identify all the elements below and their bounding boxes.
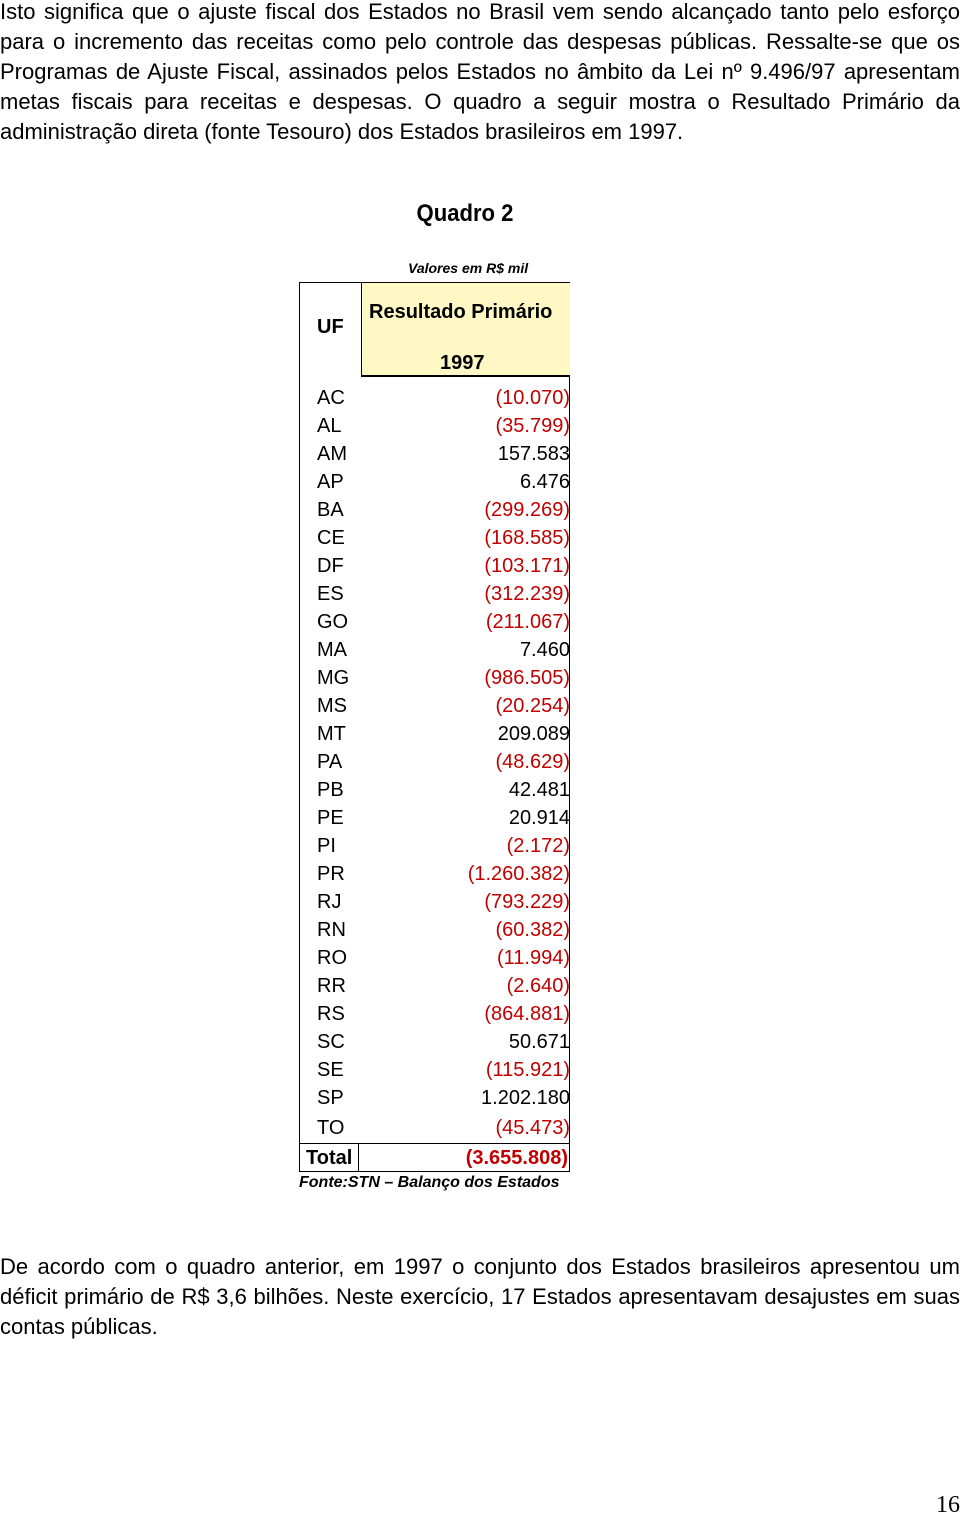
table-row [299, 664, 570, 692]
result-value: 50.671 [508, 1031, 570, 1053]
total-separator [358, 1143, 359, 1172]
uf-code: MG [317, 667, 350, 689]
uf-code: GO [317, 611, 349, 633]
total-label: Total [306, 1147, 353, 1169]
table-row [299, 1028, 570, 1056]
uf-code: TO [317, 1117, 345, 1139]
result-value: (11.994) [496, 947, 570, 969]
header-result: Resultado Primário [369, 301, 553, 323]
result-value: 1.202.180 [481, 1087, 570, 1109]
table-row [299, 944, 570, 972]
table-row [299, 776, 570, 804]
table-row [299, 832, 570, 860]
uf-code: PR [317, 863, 345, 885]
uf-code: RO [317, 947, 347, 969]
table-row [299, 720, 570, 748]
uf-code: MA [317, 639, 347, 661]
uf-code: RN [317, 919, 346, 941]
uf-code: PE [317, 807, 344, 829]
result-value: (168.585) [484, 527, 570, 549]
result-value: (10.070) [495, 387, 570, 409]
result-value: (299.269) [484, 499, 570, 521]
result-value: 20.914 [508, 807, 570, 829]
result-value: (986.505) [484, 667, 570, 689]
uf-code: ES [317, 583, 344, 605]
uf-code: PI [317, 835, 336, 857]
table-row [299, 1114, 570, 1142]
table-row [299, 524, 570, 552]
total-divider [299, 1143, 570, 1144]
result-value: 6.476 [519, 471, 570, 493]
result-value: (793.229) [484, 891, 570, 913]
uf-code: RJ [317, 891, 342, 913]
table-row [299, 468, 570, 496]
result-value: (2.640) [506, 975, 570, 997]
table-row [299, 384, 570, 412]
result-value: (115.921) [485, 1059, 570, 1081]
uf-code: MT [317, 723, 346, 745]
table-row [299, 552, 570, 580]
conclusion-paragraph: De acordo com o quadro anterior, em 1997 o conjunto dos Estados brasileiros apresentou um déficit primário de R$ 3,6 bilhões. Neste exercício, 17 Estados apresentavam desajustes em suas contas públicas. [0, 1254, 960, 1339]
table-row [299, 440, 570, 468]
table-row [299, 1056, 570, 1084]
table-row [299, 916, 570, 944]
table-row [299, 804, 570, 832]
result-value: (312.239) [484, 583, 570, 605]
header-uf: UF [317, 316, 344, 338]
units-note: Valores em R$ mil [408, 260, 529, 276]
uf-code: PB [317, 779, 344, 801]
total-value: (3.655.808) [465, 1147, 568, 1169]
uf-code: BA [317, 499, 344, 521]
table-row [299, 692, 570, 720]
result-value: (20.254) [495, 695, 570, 717]
uf-code: DF [317, 555, 344, 577]
uf-code: SP [317, 1087, 344, 1109]
uf-code: PA [317, 751, 343, 773]
uf-code: AP [317, 471, 344, 493]
result-value: (1.260.382) [467, 863, 570, 885]
result-value: (45.473) [495, 1117, 570, 1139]
table-source: Fonte:STN – Balanço dos Estados [299, 1174, 560, 1191]
result-value: 157.583 [497, 443, 570, 465]
table-row [299, 580, 570, 608]
result-value: 7.460 [519, 639, 570, 661]
uf-code: MS [317, 695, 347, 717]
table-row [299, 636, 570, 664]
table-row [299, 496, 570, 524]
uf-code: SE [317, 1059, 344, 1081]
result-value: (2.172) [506, 835, 570, 857]
uf-code: CE [317, 527, 345, 549]
table-row [299, 860, 570, 888]
uf-code: AL [317, 415, 342, 437]
table-row [299, 888, 570, 916]
page-number: 16 [936, 1492, 960, 1518]
result-value: (864.881) [484, 1003, 570, 1025]
table-row [299, 412, 570, 440]
uf-code: AM [317, 443, 347, 465]
result-value: 42.481 [508, 779, 570, 801]
result-value: (35.799) [495, 415, 570, 437]
uf-code: RR [317, 975, 346, 997]
table-title: Quadro 2 [416, 200, 514, 227]
result-value: 209.089 [497, 723, 570, 745]
table-row [299, 748, 570, 776]
result-value: (60.382) [495, 919, 570, 941]
table-row [299, 972, 570, 1000]
table-row [299, 1084, 570, 1112]
table-row [299, 1000, 570, 1028]
uf-code: RS [317, 1003, 345, 1025]
uf-code: AC [317, 387, 345, 409]
header-year: 1997 [440, 352, 485, 374]
intro-paragraph: Isto significa que o ajuste fiscal dos Estados no Brasil vem sendo alcançado tanto pelo esforço para o incremento das receitas como pelo controle das despesas públicas. Ressalte-se que os Programas de Ajuste Fiscal, assinados pelos Estados no âmbito da Lei nº 9.496/97 apresentam metas fiscais para receitas e despesas. O quadro a seguir mostra o Resultado Primário da administração direta (fonte Tesouro) dos Estados brasileiros em 1997. [0, 0, 960, 144]
result-value: (211.067) [485, 611, 570, 633]
result-value: (48.629) [495, 751, 570, 773]
uf-code: SC [317, 1031, 345, 1053]
table-row [299, 608, 570, 636]
result-value: (103.171) [484, 555, 570, 577]
